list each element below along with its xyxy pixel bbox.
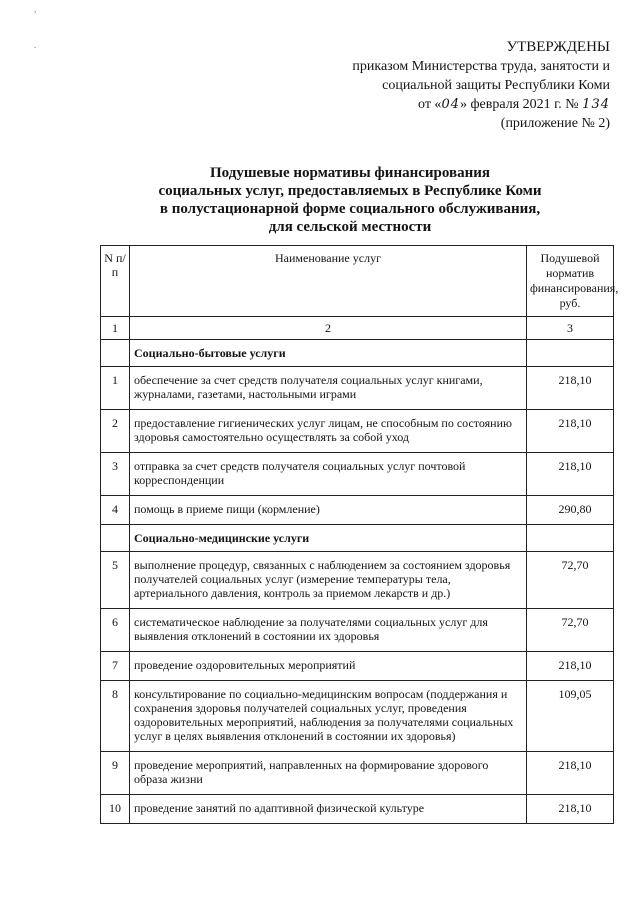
column-index-row (101, 317, 614, 340)
table-row (101, 367, 614, 410)
category-label: Социально-бытовые услуги (130, 340, 527, 367)
table-row (101, 453, 614, 496)
date-suffix: » февраля 2021 г. № (459, 97, 579, 112)
norm-value: 72,70 (527, 552, 614, 609)
service-name: проведение оздоровительных мероприятий (130, 652, 527, 681)
row-number: 6 (101, 609, 130, 652)
norms-table (100, 245, 619, 824)
row-number: 4 (101, 496, 130, 525)
row-number: 8 (101, 681, 130, 752)
service-name: помощь в приеме пищи (кормление) (130, 496, 527, 525)
table-row (101, 410, 614, 453)
table-row (101, 795, 614, 824)
row-number: 1 (101, 367, 130, 410)
appendix-note: (приложение № 2) (500, 116, 610, 131)
approval-line-1: приказом Министерства труда, занятости и (352, 59, 610, 74)
date-prefix: от « (418, 97, 442, 112)
service-name: консультирование по социально-медицинским вопросам (поддержания и сохранения здоровья получателей социальных услуг, проведения оздоровительных мероприятий, наблюдения за получателями социальных услуг в целях выявления отклонений в состоянии их здоровья) (130, 681, 527, 752)
table-row (101, 496, 614, 525)
scan-mark: , (34, 4, 37, 14)
row-number: 10 (101, 795, 130, 824)
norm-value: 109,05 (527, 681, 614, 752)
title-line: социальных услуг, предоставляемых в Республике Коми (158, 183, 542, 199)
row-number: 9 (101, 752, 130, 795)
norm-value: 218,10 (527, 453, 614, 496)
service-name: проведение занятий по адаптивной физической культуре (130, 795, 527, 824)
service-name: проведение мероприятий, направленных на формирование здорового образа жизни (130, 752, 527, 795)
row-number: 5 (101, 552, 130, 609)
table-row (101, 681, 614, 752)
norm-value: 218,10 (527, 795, 614, 824)
header-value: Подушевой норматив финансирования, руб. (527, 246, 614, 317)
title-line: Подушевые нормативы финансирования (210, 165, 490, 181)
approval-date-line (352, 95, 610, 114)
row-number: 7 (101, 652, 130, 681)
category-row (101, 525, 614, 552)
approval-title: УТВЕРЖДЕНЫ (506, 39, 610, 55)
document-title (100, 164, 600, 236)
table-row (101, 752, 614, 795)
header-name: Наименование услуг (130, 246, 527, 317)
norm-value: 218,10 (527, 410, 614, 453)
scan-mark: . (34, 40, 37, 50)
category-label: Социально-медицинские услуги (130, 525, 527, 552)
service-name: предоставление гигиенических услуг лицам, не способным по состоянию здоровья самостоятельно осуществлять за собой уход (130, 410, 527, 453)
norm-value: 290,80 (527, 496, 614, 525)
row-number: 3 (101, 453, 130, 496)
header-num: N п/п (101, 246, 130, 317)
index-cell: 2 (130, 317, 527, 340)
norm-value: 218,10 (527, 367, 614, 410)
service-name: выполнение процедур, связанных с наблюдением за состоянием здоровья получателей социальных услуг (измерение температуры тела, артериального давления, контроль за приемом лекарств и др.) (130, 552, 527, 609)
approval-line-2: социальной защиты Республики Коми (382, 78, 610, 93)
category-row (101, 340, 614, 367)
order-number: 134 (582, 97, 610, 112)
table-row (101, 609, 614, 652)
norm-value: 72,70 (527, 609, 614, 652)
title-line: для сельской местности (268, 219, 432, 235)
service-name: отправка за счет средств получателя социальных услуг почтовой корреспонденции (130, 453, 527, 496)
norm-value: 218,10 (527, 652, 614, 681)
norm-value: 218,10 (527, 752, 614, 795)
row-number: 2 (101, 410, 130, 453)
date-day: 04 (441, 97, 460, 112)
table-header-row (101, 246, 614, 317)
table-row (101, 552, 614, 609)
index-cell: 1 (101, 317, 130, 340)
table-row (101, 652, 614, 681)
service-name: систематическое наблюдение за получателями социальных услуг для выявления отклонений в состоянии их здоровья (130, 609, 527, 652)
index-cell: 3 (527, 317, 614, 340)
title-line: в полустационарной форме социального обслуживания, (159, 201, 541, 217)
approval-block (352, 38, 610, 133)
service-name: обеспечение за счет средств получателя социальных услуг книгами, журналами, газетами, настольными играми (130, 367, 527, 410)
